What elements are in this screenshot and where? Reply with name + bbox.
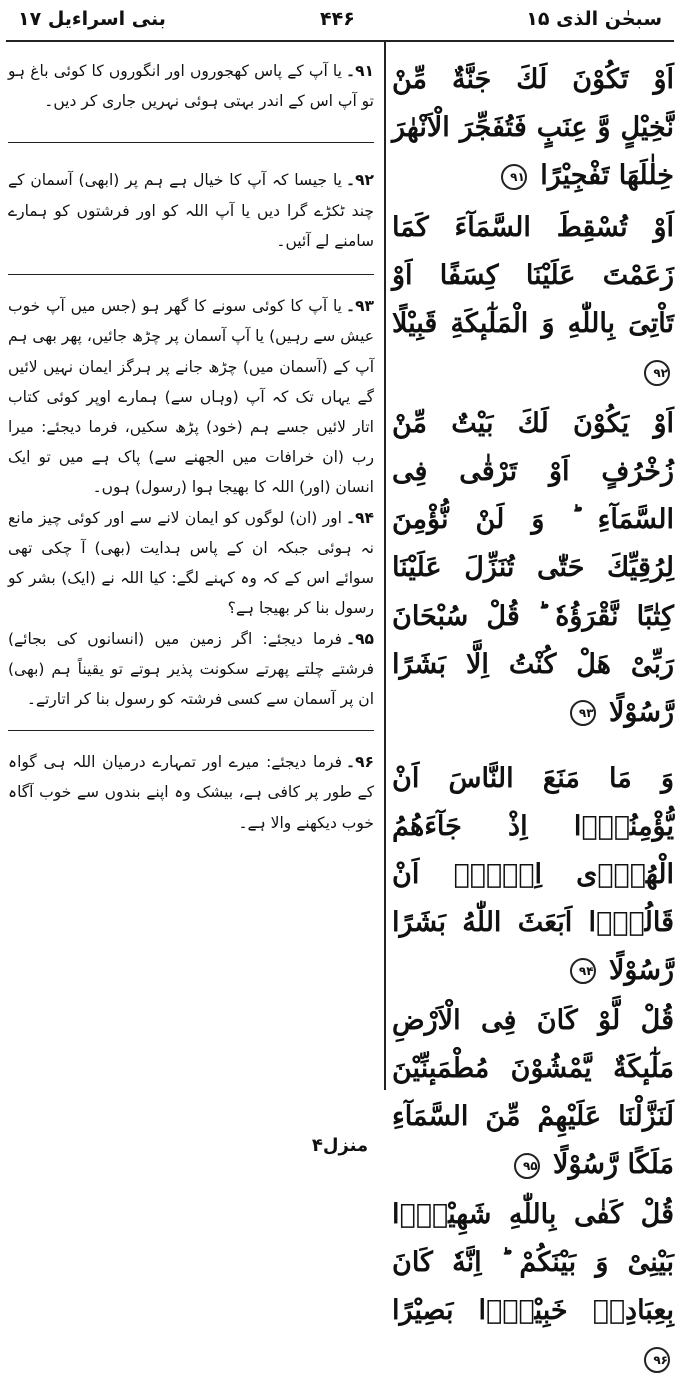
translation-91 — [8, 56, 374, 116]
note-number: ۹۲۔ — [345, 171, 374, 190]
note-text: یا آپ کے پاس کھجوروں اور انگوروں کا کوئی باغ ہو تو آپ اس کے اندر بہتی ہوئی نہریں جاری کر دیں۔ — [8, 62, 374, 111]
surah-title: بنی اسراءیل ۱۷ — [18, 8, 166, 30]
note-text: اور (ان) لوگوں کو ایمان لانے سے اور کوئی چیز مانع نہ ہوئی جبکہ ان کے پاس ہدایت (بھی) آ چکی تھی سوائے اس کے کہ وہ کہنے لگے: کیا اللہ نے (ایک) بشر کو رسول بنا کر بھیجا ہے؟ — [8, 508, 374, 618]
verse-text: قُلْ كَفٰى بِاللّٰهِ شَهِیْدًۢا بَیْنِیْ وَ بَیْنَكُمْ ؕ اِنَّهٗ كَانَ بِعِبَادِهٖ خَبِیْرًۢا بَصِیْرًا — [392, 1199, 674, 1327]
note-text: فرما دیجئے: اگر زمین میں (انسانوں کی بجائے) فرشتے چلتے پھرتے سکونت پذیر ہوتے تو یقیناً ہم (بھی) ان پر آسمان سے کسی فرشتہ کو رسول بنا کر اتارتے۔ — [8, 629, 374, 708]
verse-91 — [392, 56, 674, 200]
note-divider — [8, 142, 374, 143]
verse-96 — [392, 1191, 674, 1383]
note-number: ۹۵۔ — [345, 629, 374, 648]
note-number: ۹۴۔ — [345, 508, 374, 527]
column-divider — [384, 42, 386, 1090]
translation-93 — [8, 291, 374, 503]
verse-93 — [392, 400, 674, 736]
note-number: ۹۱۔ — [345, 62, 374, 80]
verse-92 — [392, 204, 674, 396]
note-divider — [8, 730, 374, 731]
arabic-text-column — [392, 56, 674, 1383]
verse-text: اَوْ تَكُوْنَ لَكَ جَنَّةٌ مِّنْ نَّخِیْلٍ وَّ عِنَبٍ فَتُفَجِّرَ الْاَنْهٰرَ خِلٰلَهَا تَفْجِیْرًا — [392, 64, 674, 192]
verse-text: وَ مَا مَنَعَ النَّاسَ اَنْ یُّؤْمِنُوْۤا اِذْ جَآءَهُمُ الْهُدٰۤى اِلَّاۤ اَنْ قَالُوْۤا اَبَعَثَ اللّٰهُ بَشَرًا رَّسُوْلًا — [392, 762, 674, 986]
note-text: یا آپ کا کوئی سونے کا گھر ہو (جس میں آپ خوب عیش سے رہیں) یا آپ آسمان پر چڑھ جائیں، پھر بھی ہم آپ کے (آسمان میں) چڑھ جانے پر ہرگز ایمان نہیں لائیں گے یہاں تک کہ آپ (وہاں سے) ہمارے اوپر کوئی کتاب اتار لائیں جسے ہم (خود) پڑھ سکیں، فرما دیجئے: میرا رب (ان خرافات میں الجھنے سے) پاک ہے میں تو ایک انسان (اور) اللہ کا بھیجا ہوا (رسول) ہوں۔ — [8, 297, 374, 497]
note-number: ۹۶۔ — [345, 753, 374, 772]
verse-text: قُلْ لَّوْ كَانَ فِی الْاَرْضِ مَلٰٓىٕكَةٌ یَّمْشُوْنَ مُطْمَىٕنِّیْنَ لَنَزَّلْنَا عَلَیْهِمْ مِّنَ السَّمَآءِ مَلَكًا رَّسُوْلًا — [392, 1004, 674, 1181]
translation-96 — [8, 747, 374, 838]
note-text: یا جیسا کہ آپ کا خیال ہے ہم پر (ابھی) آسمان کے چند ٹکڑے گرا دیں یا آپ اللہ کو اور فرشتوں کو ہمارے سامنے لے آئیں۔ — [8, 171, 374, 250]
verse-text: اَوْ تُسْقِطَ السَّمَآءَ كَمَا زَعَمْتَ عَلَیْنَا كِسَفًا اَوْ تَاْتِیَ بِاللّٰهِ وَ الْمَلٰٓىٕكَةِ قَبِیْلًا — [392, 212, 674, 340]
translation-94 — [8, 503, 374, 624]
ayah-marker: ۹۴ — [570, 958, 596, 984]
translation-92 — [8, 165, 374, 256]
page-header — [10, 4, 670, 38]
ayah-marker: ۹۲ — [644, 360, 670, 386]
para-title: سبحٰن الذی ۱۵ — [526, 8, 662, 30]
ayah-marker: ۹۵ — [514, 1153, 540, 1179]
page-number: ۴۴۶ — [320, 8, 355, 30]
verse-94 — [392, 755, 674, 995]
translation-95 — [8, 624, 374, 715]
urdu-translation-column — [8, 56, 374, 838]
ayah-marker: ۹۳ — [570, 700, 596, 726]
header-divider — [6, 40, 674, 42]
verse-text: اَوْ یَكُوْنَ لَكَ بَیْتٌ مِّنْ زُخْرُفٍ اَوْ تَرْقٰى فِی السَّمَآءِ ؕ وَ لَنْ نُّؤْمِنَ لِرُقِیِّكَ حَتّٰى تُنَزِّلَ عَلَیْنَا كِتٰبًا نَّقْرَؤُهٗ ؕ قُلْ سُبْحَانَ رَبِّیْ هَلْ كُنْتُ اِلَّا بَشَرًا رَّسُوْلًا — [392, 408, 674, 728]
ayah-marker: ۹۱ — [501, 164, 527, 190]
manzil-footer: منزل۴ — [311, 1135, 369, 1156]
ayah-marker: ۹۶ — [644, 1347, 670, 1373]
note-number: ۹۳۔ — [345, 297, 374, 316]
verse-95 — [392, 997, 674, 1189]
note-text: فرما دیجئے: میرے اور تمہارے درمیان اللہ ہی گواہ کے طور پر کافی ہے، بیشک وہ اپنے بندوں سے خوب آگاہ خوب دیکھنے والا ہے۔ — [8, 753, 374, 832]
note-divider — [8, 274, 374, 275]
